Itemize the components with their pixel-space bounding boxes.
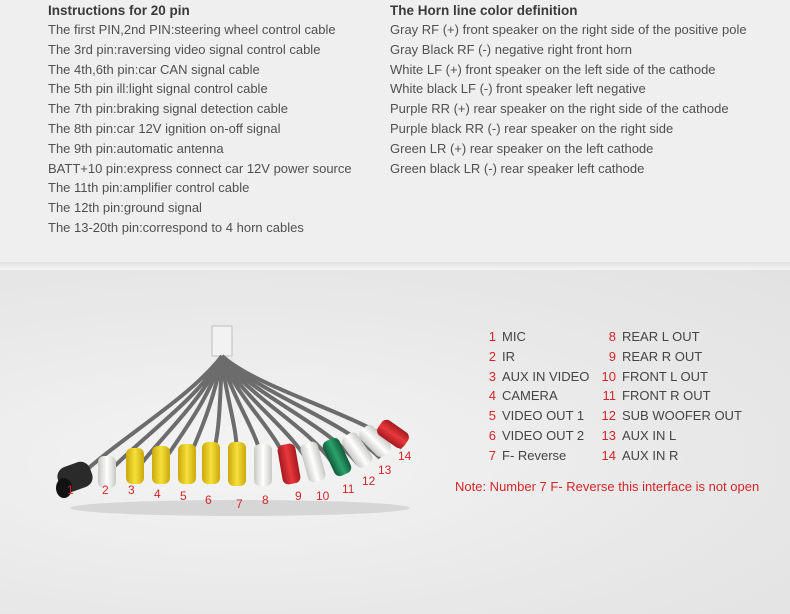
list-item: BATT+10 pin:express connect car 12V power source (48, 160, 352, 176)
list-item: Gray Black RF (-) negative right front horn (390, 41, 633, 57)
legend-number: 13 (601, 427, 616, 443)
legend-label: VIDEO OUT 1 (502, 408, 585, 424)
legend-row (600, 367, 742, 387)
legend-row (600, 347, 742, 367)
connector-8-rear-l-out (254, 444, 272, 486)
connector-number: 4 (154, 487, 161, 501)
legend-row (484, 386, 589, 406)
pin-instructions-title: Instructions for 20 pin (48, 3, 190, 18)
legend-label: FRONT L OUT (622, 368, 708, 384)
list-item: The 12th pin:ground signal (48, 200, 202, 216)
legend-number: 1 (488, 329, 496, 344)
list-item: Green LR (+) rear speaker on the left cathode (390, 140, 654, 156)
connector-7-f-reverse (228, 442, 246, 486)
legend-number: 5 (488, 408, 496, 424)
connector-5-video-out-1 (178, 444, 196, 484)
list-item: The 5th pin ill:light signal control cable (48, 81, 268, 97)
connector-6-video-out-2 (202, 442, 220, 484)
rca-cable-illustration (40, 318, 430, 518)
list-item: Purple black RR (-) rear speaker on the right side (390, 120, 674, 136)
instructions-panel (0, 0, 790, 262)
legend-label: AUX IN L (622, 427, 677, 443)
legend-row (484, 406, 589, 426)
legend-number: 4 (488, 388, 496, 404)
connector-number: 6 (205, 493, 212, 507)
legend-number: 2 (488, 348, 496, 364)
list-item: The 4th,6th pin:car CAN signal cable (48, 61, 260, 77)
reverse-not-open-note: Note: Number 7 F- Reverse this interface is not open (455, 479, 760, 494)
list-item: The 9th pin:automatic antenna (48, 140, 224, 156)
legend-number: 11 (602, 388, 616, 404)
connector-number: 8 (262, 493, 269, 507)
list-item: Green black LR (-) rear speaker left cathode (390, 160, 645, 176)
connector-1-mic (55, 459, 96, 498)
list-item: The 8th pin:car 12V ignition on-off signal (48, 120, 281, 136)
pin-instructions-list (48, 20, 352, 238)
connector-number: 9 (295, 489, 302, 503)
legend-label: VIDEO OUT 2 (502, 427, 585, 443)
list-item: Purple RR (+) rear speaker on the right side of the cathode (390, 101, 729, 117)
legend-number: 12 (601, 408, 616, 424)
section-divider (0, 262, 790, 270)
connector-number: 1 (67, 483, 74, 497)
horn-color-list (390, 20, 747, 178)
legend-label: AUX IN VIDEO (502, 368, 590, 384)
connector-number: 14 (398, 449, 412, 463)
connector-number: 10 (316, 489, 330, 503)
connector-3-aux-in-video (126, 448, 144, 484)
connector-number: 3 (128, 483, 135, 497)
connector-4-camera (152, 446, 170, 484)
legend-row (484, 446, 589, 466)
list-item: The first PIN,2nd PIN:steering wheel control cable (48, 22, 336, 37)
legend-label: FRONT R OUT (622, 388, 711, 404)
list-item: The 7th pin:braking signal detection cable (48, 101, 288, 117)
connector-number: 5 (180, 489, 187, 503)
connector-legend-left (484, 327, 589, 466)
legend-number: 7 (488, 447, 496, 463)
legend-label: F- Reverse (502, 447, 567, 463)
list-item: White black LF (-) front speaker left negative (390, 81, 646, 97)
connector-number: 13 (378, 463, 392, 477)
connector-number: 2 (102, 483, 109, 497)
legend-label: REAR R OUT (622, 348, 703, 364)
list-item: White LF (+) front speaker on the left side of the cathode (390, 61, 716, 77)
horn-color-title: The Horn line color definition (390, 3, 578, 18)
legend-label: REAR L OUT (622, 329, 700, 344)
list-item: The 3rd pin:raversing video signal control cable (48, 41, 321, 57)
legend-row (484, 327, 589, 347)
legend-row (600, 406, 742, 426)
main-connector (212, 326, 232, 356)
legend-number: 6 (488, 427, 496, 443)
legend-row (484, 426, 589, 446)
list-item: Gray RF (+) front speaker on the right side of the positive pole (390, 22, 747, 37)
connector-number: 7 (236, 497, 243, 511)
legend-label: SUB WOOFER OUT (622, 408, 742, 424)
legend-label: IR (502, 348, 515, 364)
legend-label: MIC (502, 329, 526, 344)
legend-row (600, 426, 742, 446)
connector-10-front-l-out (299, 440, 327, 483)
horn-color-definition (390, 0, 747, 178)
legend-number: 9 (608, 348, 616, 364)
legend-row (484, 347, 589, 367)
connector-legend-right (600, 327, 742, 466)
legend-label: AUX IN R (622, 447, 679, 463)
legend-number: 10 (601, 368, 616, 384)
legend-row (600, 386, 742, 406)
legend-row (600, 446, 742, 466)
connector-number: 12 (362, 474, 376, 488)
connector-number: 11 (342, 482, 355, 496)
legend-number: 14 (601, 447, 616, 463)
legend-label: CAMERA (502, 388, 558, 404)
list-item: The 13-20th pin:correspond to 4 horn cables (48, 219, 304, 235)
legend-row (600, 327, 742, 347)
list-item: The 11th pin:amplifier control cable (48, 180, 250, 196)
legend-number: 3 (488, 368, 496, 384)
pin-instructions (48, 0, 352, 238)
legend-row (484, 367, 589, 387)
legend-number: 8 (608, 329, 616, 344)
